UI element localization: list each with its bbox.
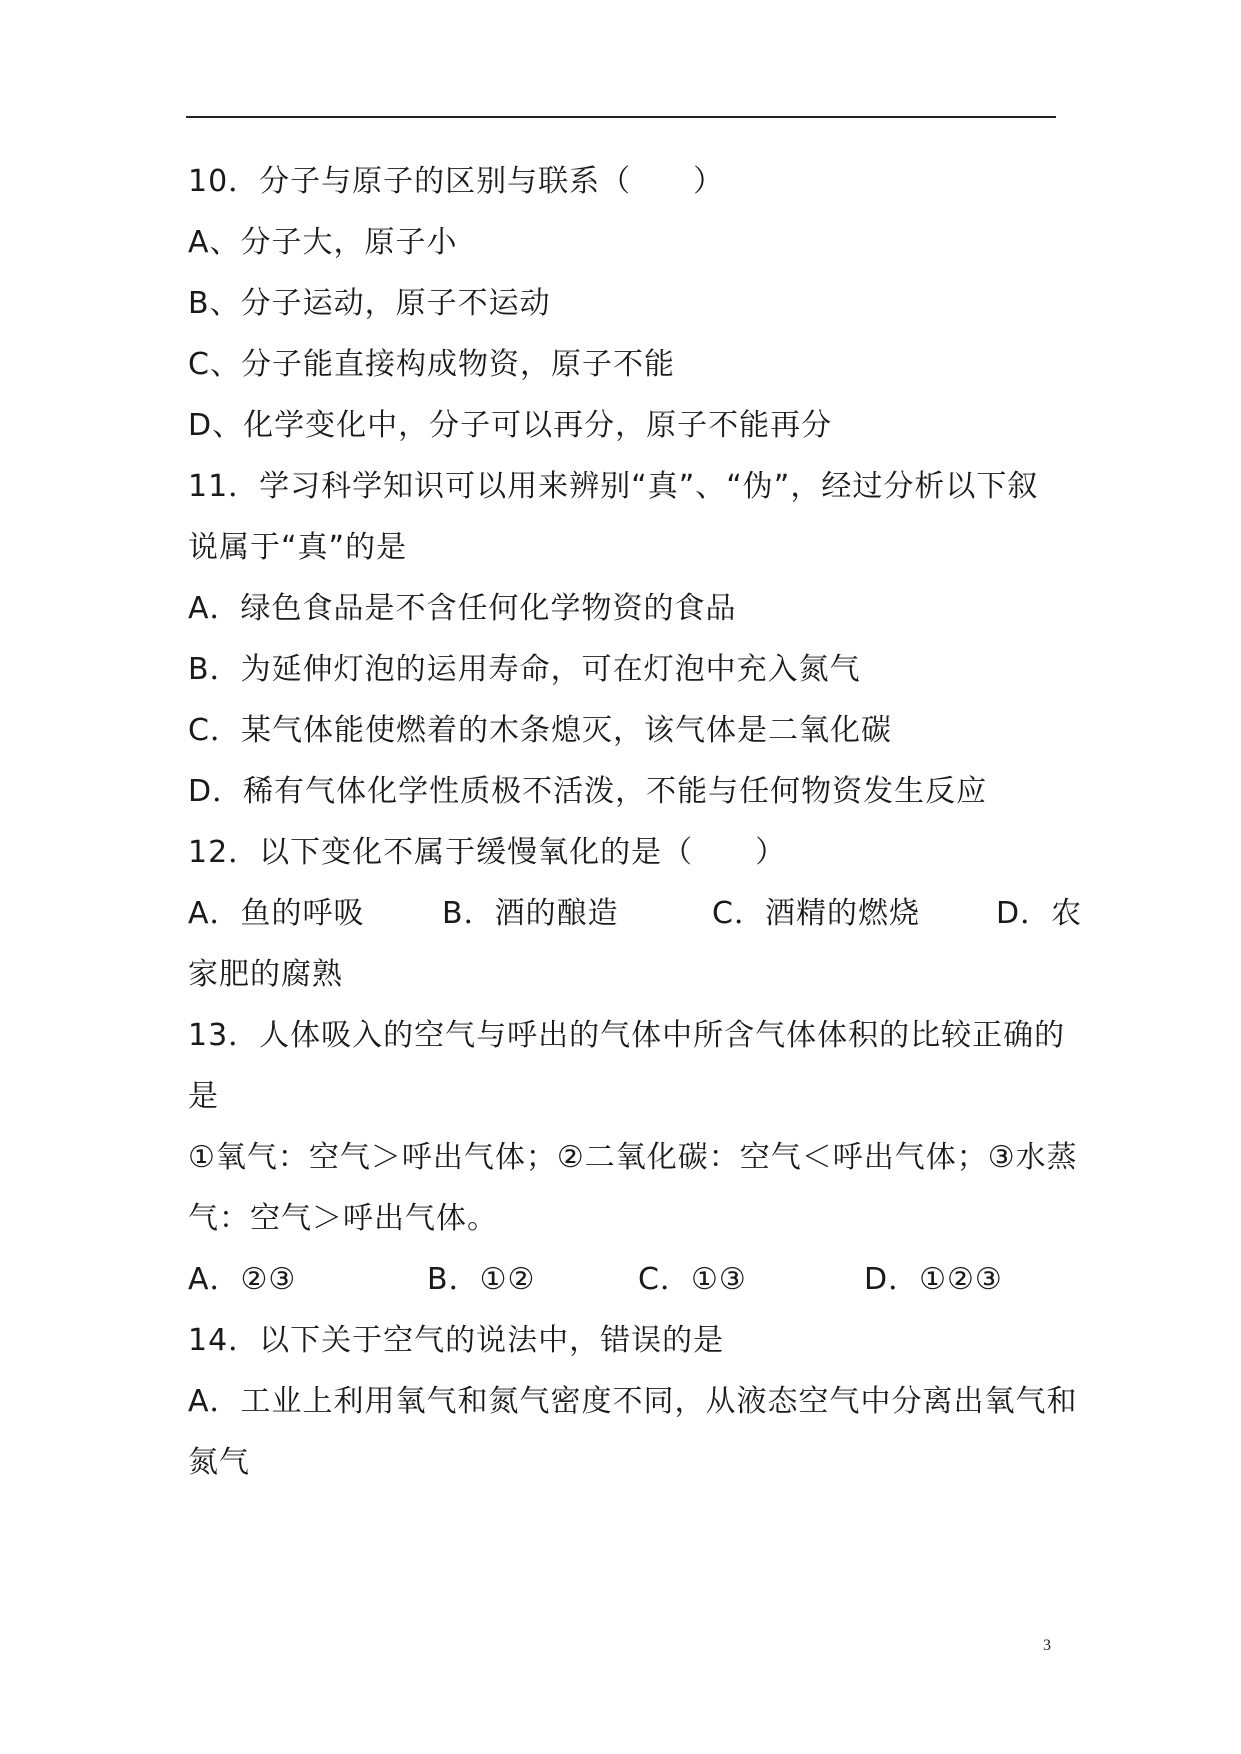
question-13-statements-line-2: 气：空气＞呼出气体。: [188, 1201, 498, 1236]
question-10-stem: 10．分子与原子的区别与联系（ ）: [188, 164, 725, 199]
question-13-option-d: D．①②③: [864, 1262, 1003, 1297]
question-10-option-b: B、分子运动，原子不运动: [188, 286, 551, 321]
question-11-option-b: B．为延伸灯泡的运用寿命，可在灯泡中充入氮气: [188, 652, 861, 687]
question-13-option-c: C．①③: [638, 1262, 747, 1297]
question-10-option-d: D、化学变化中，分子可以再分，原子不能再分: [188, 408, 833, 443]
question-12-stem: 12．以下变化不属于缓慢氧化的是（ ）: [188, 835, 787, 870]
question-13-option-b: B．①②: [427, 1262, 536, 1297]
question-12-option-b: B．酒的酿造: [442, 896, 619, 931]
question-14-option-a-line-2: 氮气: [188, 1445, 250, 1480]
question-13-option-a: A．②③: [188, 1262, 297, 1297]
question-13-statements-line-1: ①氧气：空气＞呼出气体；②二氧化碳：空气＜呼出气体；③水蒸: [188, 1140, 1078, 1175]
question-11-option-a: A．绿色食品是不含任何化学物资的食品: [188, 591, 737, 626]
page-number: 3: [1043, 1637, 1051, 1654]
question-12-option-d-continued: 家肥的腐熟: [188, 957, 343, 992]
question-10-option-c: C、分子能直接构成物资，原子不能: [188, 347, 675, 382]
question-12-option-a: A．鱼的呼吸: [188, 896, 365, 931]
question-11-option-d: D．稀有气体化学性质极不活泼，不能与任何物资发生反应: [188, 774, 988, 809]
question-14-stem: 14．以下关于空气的说法中，错误的是: [188, 1323, 725, 1358]
question-10-option-a: A、分子大，原子小: [188, 225, 458, 260]
question-13-stem-line-1: 13．人体吸入的空气与呼出的气体中所含气体体积的比较正确的: [188, 1018, 1066, 1053]
question-13-stem-line-2: 是: [188, 1079, 219, 1114]
question-12-option-d: D．农: [996, 896, 1083, 931]
question-11-option-c: C．某气体能使燃着的木条熄灭，该气体是二氧化碳: [188, 713, 892, 748]
header-rule: [186, 116, 1056, 118]
question-11-stem-line-1: 11．学习科学知识可以用来辨别“真”、“伪”，经过分析以下叙: [188, 469, 1039, 504]
question-11-stem-line-2: 说属于“真”的是: [188, 530, 408, 565]
question-14-option-a-line-1: A．工业上利用氧气和氮气密度不同，从液态空气中分离出氧气和: [188, 1384, 1078, 1419]
question-12-option-c: C．酒精的燃烧: [712, 896, 920, 931]
